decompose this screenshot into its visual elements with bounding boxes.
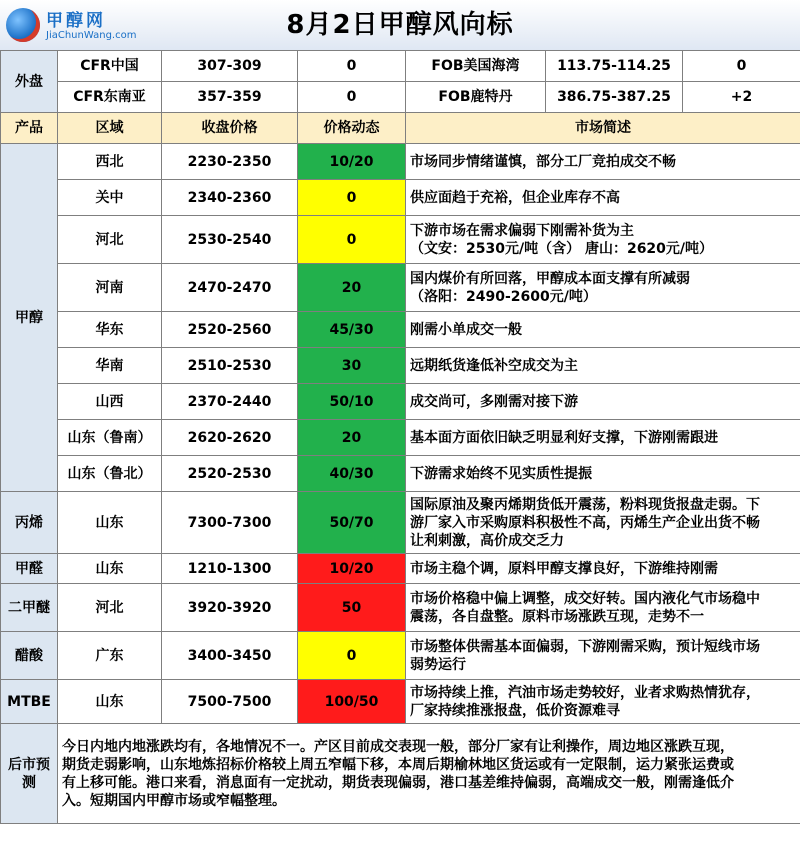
external-price: 113.75-114.25	[546, 51, 683, 82]
external-price: 386.75-387.25	[546, 82, 683, 113]
change-cell: 30	[298, 348, 406, 384]
outlook-label: 后市预测	[1, 724, 58, 824]
external-row	[1, 51, 800, 82]
external-name: FOB鹿特丹	[406, 82, 546, 113]
change-cell: 10/20	[298, 554, 406, 584]
col-region: 区域	[58, 113, 162, 144]
change-cell: 20	[298, 264, 406, 312]
external-name: FOB美国海湾	[406, 51, 546, 82]
price-cell: 2470-2470	[162, 264, 298, 312]
brief-line: 供应面趋于充裕，但企业库存不高	[410, 189, 620, 206]
change-cell: 45/30	[298, 312, 406, 348]
brief-cell	[406, 144, 800, 180]
table-row	[1, 312, 800, 348]
logo-text-cn: 甲醇网	[46, 11, 106, 31]
brief-line: 让利刺激，高价成交乏力	[410, 532, 564, 549]
price-cell: 3400-3450	[162, 632, 298, 680]
price-cell: 2520-2560	[162, 312, 298, 348]
change-cell: 50/10	[298, 384, 406, 420]
external-name: CFR中国	[58, 51, 162, 82]
table-row	[1, 420, 800, 456]
brief-line: （文安：2530元/吨（含） 唐山：2620元/吨）	[410, 240, 714, 257]
table-row	[1, 264, 800, 312]
external-change: 0	[683, 51, 800, 82]
product-methanol: 甲醇	[1, 144, 58, 492]
brief-line: （洛阳：2490-2600元/吨）	[410, 288, 597, 305]
change-cell: 0	[298, 180, 406, 216]
brief-cell	[406, 180, 800, 216]
brief-line: 市场持续上推，汽油市场走势较好，业者求购热情犹存，	[410, 684, 760, 701]
table-row	[1, 180, 800, 216]
region-cell: 华南	[58, 348, 162, 384]
brief-line: 震荡，各自盘整。原料市场涨跌互现，走势不一	[410, 608, 704, 625]
change-cell: 50	[298, 584, 406, 632]
logo-text-en: JiaChunWang.com	[46, 30, 137, 41]
header-banner	[0, 0, 800, 51]
col-price-dynamic: 价格动态	[298, 113, 406, 144]
product-cell: 醋酸	[1, 632, 58, 680]
region-cell: 西北	[58, 144, 162, 180]
brief-cell	[406, 554, 800, 584]
brief-line: 市场主稳个调，原料甲醇支撑良好，下游维持刚需	[410, 560, 718, 577]
brief-cell	[406, 456, 800, 492]
product-cell: MTBE	[1, 680, 58, 724]
change-cell: 50/70	[298, 492, 406, 554]
table-row	[1, 492, 800, 554]
brief-cell	[406, 584, 800, 632]
table-row	[1, 348, 800, 384]
brief-line: 下游市场在需求偏弱下刚需补货为主	[410, 222, 634, 239]
change-cell: 0	[298, 632, 406, 680]
external-price: 357-359	[162, 82, 298, 113]
table-row	[1, 384, 800, 420]
external-price: 307-309	[162, 51, 298, 82]
brief-line: 国际原油及聚丙烯期货低开震荡，粉料现货报盘走弱。下	[410, 496, 760, 513]
outlook-text	[58, 724, 800, 824]
brief-line: 基本面方面依旧缺乏明显利好支撑，下游刚需跟进	[410, 429, 718, 446]
brief-line: 游厂家入市采购原料积极性不高，丙烯生产企业出货不畅	[410, 514, 760, 531]
external-change: 0	[298, 82, 406, 113]
brief-cell	[406, 680, 800, 724]
table-row	[1, 144, 800, 180]
product-cell: 丙烯	[1, 492, 58, 554]
table-row	[1, 554, 800, 584]
brief-cell	[406, 216, 800, 264]
brief-cell	[406, 632, 800, 680]
brief-line: 弱势运行	[410, 656, 466, 673]
external-change: 0	[298, 51, 406, 82]
table-row	[1, 632, 800, 680]
outlook-row	[1, 724, 800, 824]
column-header-row	[1, 113, 800, 144]
price-cell: 2230-2350	[162, 144, 298, 180]
price-cell: 2620-2620	[162, 420, 298, 456]
change-cell: 100/50	[298, 680, 406, 724]
col-close-price: 收盘价格	[162, 113, 298, 144]
price-cell: 2340-2360	[162, 180, 298, 216]
region-cell: 山东	[58, 554, 162, 584]
table-row	[1, 456, 800, 492]
region-cell: 河南	[58, 264, 162, 312]
change-cell: 20	[298, 420, 406, 456]
page-title: 8月2日甲醇风向标	[286, 10, 514, 40]
brief-cell	[406, 420, 800, 456]
change-cell: 0	[298, 216, 406, 264]
brief-line: 国内煤价有所回落，甲醇成本面支撑有所减弱	[410, 270, 690, 287]
price-cell: 2370-2440	[162, 384, 298, 420]
brief-line: 成交尚可，多刚需对接下游	[410, 393, 578, 410]
external-row	[1, 82, 800, 113]
price-cell: 2530-2540	[162, 216, 298, 264]
brief-line: 有上移可能。港口来看，消息面有一定扰动，期货表现偏弱，港口基差维持偏弱，高端成交一般，刚需逢低介	[62, 774, 734, 791]
table-row	[1, 216, 800, 264]
region-cell: 关中	[58, 180, 162, 216]
brief-line: 市场价格稳中偏上调整，成交好转。国内液化气市场稳中	[410, 590, 760, 607]
region-cell: 山西	[58, 384, 162, 420]
col-market-brief: 市场简述	[406, 113, 800, 144]
external-change: +2	[683, 82, 800, 113]
price-cell: 7500-7500	[162, 680, 298, 724]
price-cell: 2510-2530	[162, 348, 298, 384]
change-cell: 40/30	[298, 456, 406, 492]
price-table	[0, 50, 800, 824]
region-cell: 河北	[58, 216, 162, 264]
price-cell: 3920-3920	[162, 584, 298, 632]
brief-line: 今日内地内地涨跌均有，各地情况不一。产区目前成交表现一般，部分厂家有让利操作，周边地区涨跌互现，	[62, 738, 734, 755]
table-row	[1, 584, 800, 632]
brief-line: 刚需小单成交一般	[410, 321, 522, 338]
brief-line: 入。短期国内甲醇市场或窄幅整理。	[62, 792, 286, 809]
price-cell: 7300-7300	[162, 492, 298, 554]
brief-cell	[406, 264, 800, 312]
region-cell: 河北	[58, 584, 162, 632]
external-label: 外盘	[1, 51, 58, 113]
region-cell: 山东（鲁北）	[58, 456, 162, 492]
brief-cell	[406, 348, 800, 384]
brief-line: 远期纸货逢低补空成交为主	[410, 357, 578, 374]
brief-line: 厂家持续推涨报盘，低价资源难寻	[410, 702, 620, 719]
brief-cell	[406, 384, 800, 420]
region-cell: 华东	[58, 312, 162, 348]
brief-cell	[406, 492, 800, 554]
price-cell: 1210-1300	[162, 554, 298, 584]
region-cell: 山东	[58, 680, 162, 724]
brief-line: 市场整体供需基本面偏弱，下游刚需采购，预计短线市场	[410, 638, 760, 655]
brief-line: 期货走弱影响，山东地炼招标价格较上周五窄幅下移，本周后期榆林地区货运或有一定限制，运力紧张运费或	[62, 756, 734, 773]
region-cell: 广东	[58, 632, 162, 680]
external-name: CFR东南亚	[58, 82, 162, 113]
region-cell: 山东	[58, 492, 162, 554]
brief-cell	[406, 312, 800, 348]
change-cell: 10/20	[298, 144, 406, 180]
col-product: 产品	[1, 113, 58, 144]
brief-line: 下游需求始终不见实质性提振	[410, 465, 592, 482]
price-cell: 2520-2530	[162, 456, 298, 492]
product-cell: 甲醛	[1, 554, 58, 584]
region-cell: 山东（鲁南）	[58, 420, 162, 456]
brief-line: 市场同步情绪谨慎，部分工厂竞拍成交不畅	[410, 153, 676, 170]
product-cell: 二甲醚	[1, 584, 58, 632]
table-row	[1, 680, 800, 724]
